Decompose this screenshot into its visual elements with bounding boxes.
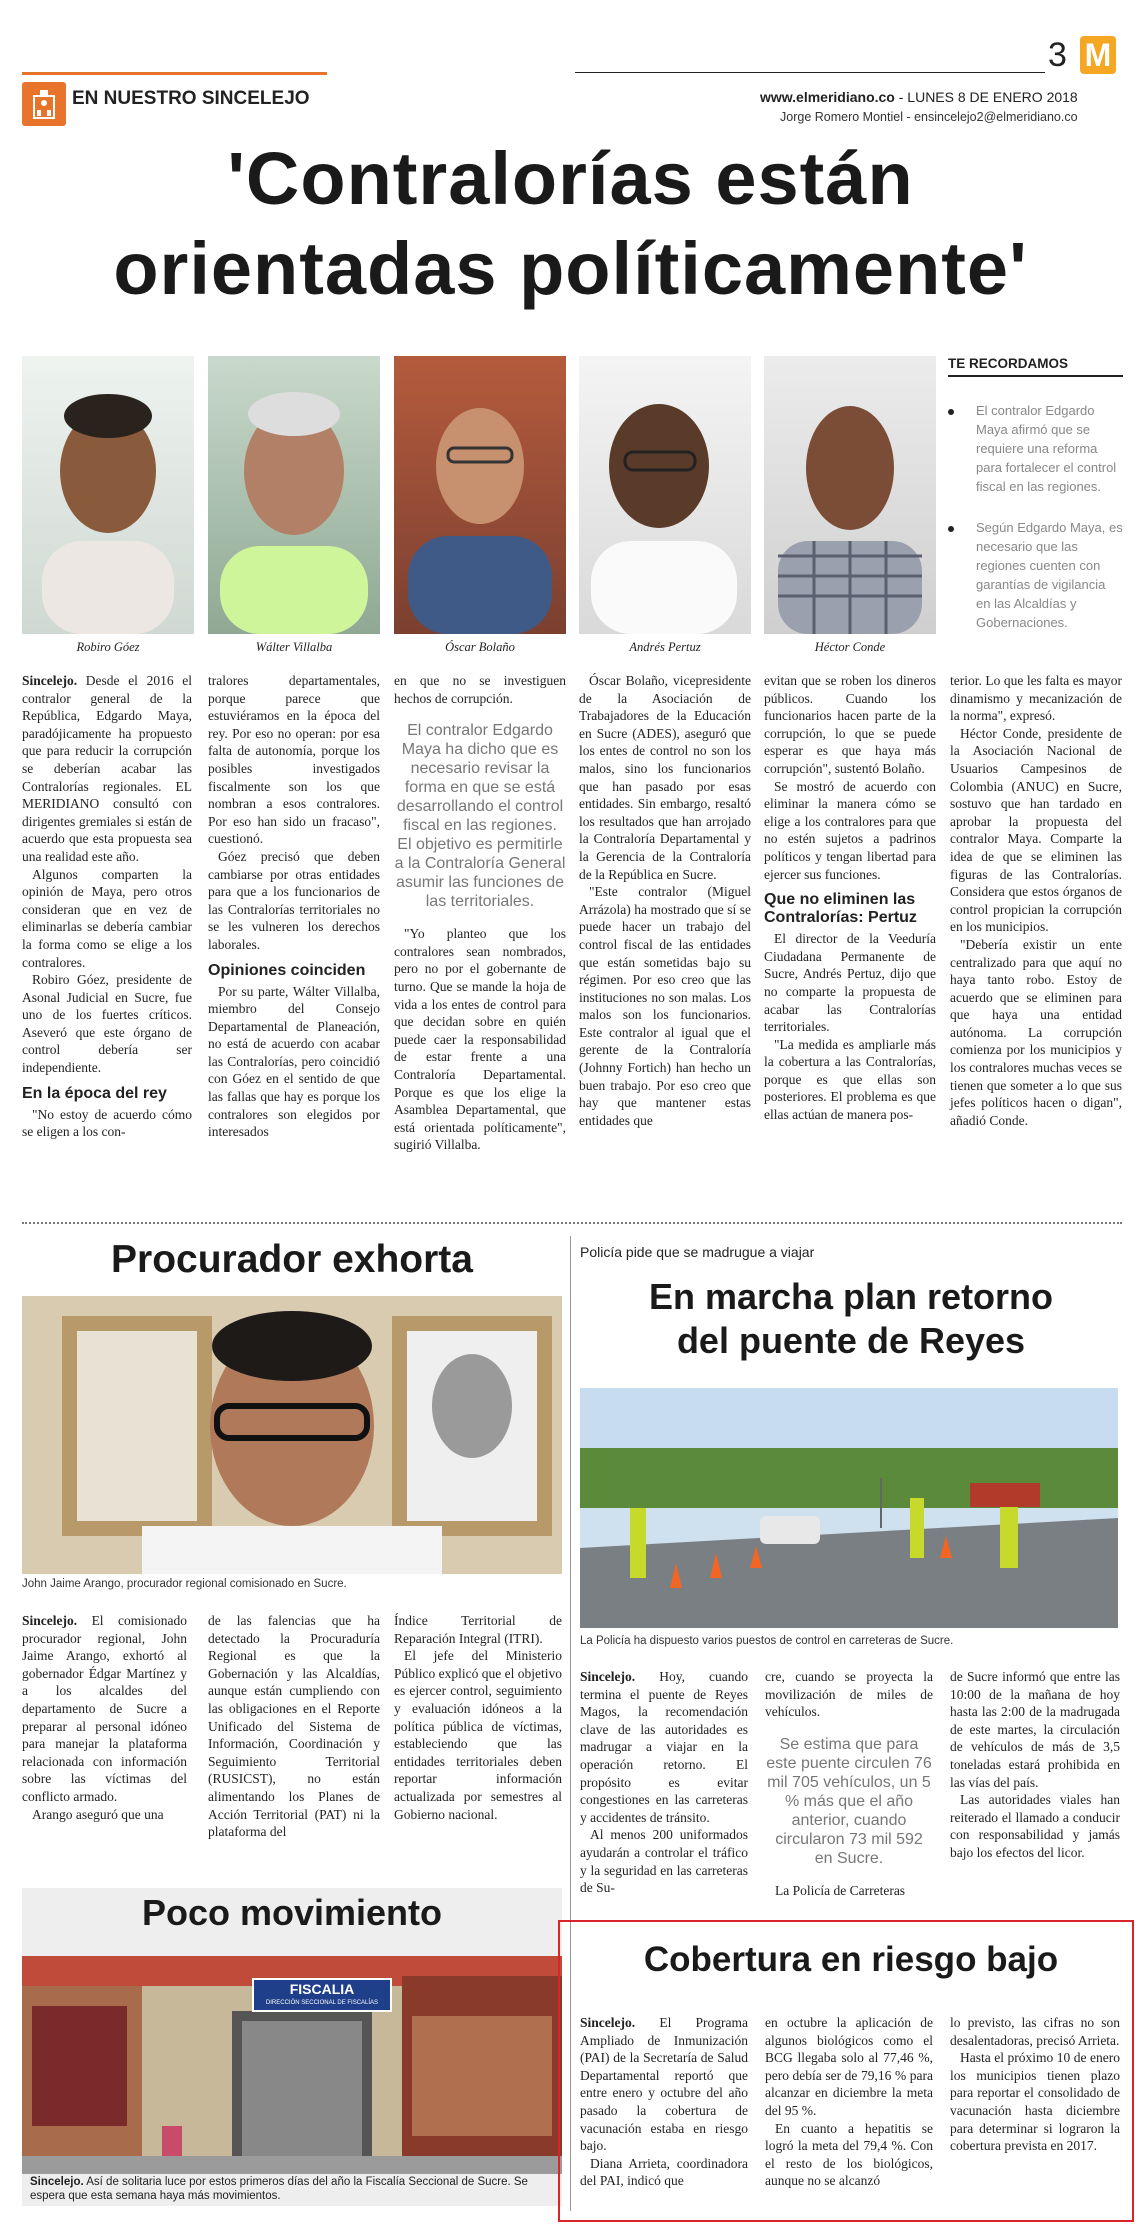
subheading: En la época del rey (22, 1084, 167, 1102)
paragraph: de Sucre informó que entre las 10:00 de la mañana de hoy hasta las 2:00 de la madrugada de este martes, la circulación de vehículos de más de 3,5 toneladas estará prohibida en las vías del país. (950, 1669, 1120, 1790)
portrait-caption: Wálter Villalba (255, 640, 333, 654)
article1-col1 (22, 672, 192, 1141)
procurador-col2 (208, 1612, 380, 1841)
paragraph: de las falencias que ha detectado la Procuraduría Regional es que la Gobernación y las Alcaldías, aunque están cumpliendo con las obligaciones en el Reporte Unificado del Sistema de Información, Coordinación y Seguimiento Territorial (RUSICST), no están alimentando los Planes de Acción Territorial (PAT) ni la plataforma del (208, 1613, 380, 1840)
paragraph: En cuanto a hepatitis se logró la meta del 79,4 %. Con el resto de los biológicos, aunque no se alcanzó (765, 2120, 933, 2189)
reyes-col2 (765, 1668, 933, 1899)
caption-text: Así de solitaria luce por estos primeros días del año la Fiscalía Seccional de Sucre. Se espera que esta semana haya más movimientos. (30, 2176, 528, 2202)
dateline: Sincelejo. (22, 1613, 78, 1628)
reyes-title-line2: del puente de Reyes (676, 1320, 1026, 1361)
pull-quote: El contralor Edgardo Maya ha dicho que es necesario revisar la forma en que se está desarrollando el control fiscal en las regiones. El objetivo es permitirle a la Contraloría General asumir las funciones de las territoriales. (394, 722, 566, 911)
portrait-hector-conde (764, 356, 936, 634)
paragraph: Diana Arrieta, coordinadora del PAI, indicó que (580, 2155, 748, 2189)
pull-quote: Se estima que para este puente circulen 76 mil 705 vehículos, un 5 % más que el año anterior, cuando circularon 73 mil 592 en Sucre. (766, 1735, 932, 1867)
sidebar-panel (948, 356, 1123, 648)
article1-col2 (208, 672, 380, 1141)
paragraph: tralores departamentales, porque parece que estuviéramos en la época del rey. Por eso no operan: por esa falta de autonomía, porque los posibles investigados fiscalmente son los que nombran a esos contralores. Por eso han sido un fracaso", cuestionó. (208, 673, 380, 847)
header-rule (575, 72, 1045, 73)
paragraph: Héctor Conde, presidente de la Asociación Nacional de Usuarios Campesinos de Colombia (ANUC) en Sucre, sostuvo que han tardado en aprobar la propuesta del contralor Maya. Comparte la idea de que se eliminen las figuras de las Contralorías. Considera que estos órganos de control propician la corrupción en los municipios. (950, 725, 1122, 935)
sidebar-item (948, 401, 1123, 496)
article1-col6 (950, 672, 1122, 1129)
paragraph: "No estoy de acuerdo cómo se eligen a los con- (22, 1106, 192, 1140)
divider (22, 1222, 1122, 1224)
site-url: www.elmeridiano.co (760, 89, 895, 105)
reyes-caption: La Policía ha dispuesto varios puestos de control en carreteras de Sucre. (580, 1635, 954, 1647)
logo: M (1080, 36, 1116, 74)
bullet-icon (948, 409, 954, 415)
procurador-caption: John Jaime Arango, procurador regional comisionado en Sucre. (22, 1578, 347, 1590)
building-icon (22, 82, 66, 126)
paragraph: cre, cuando se proyecta la movilización de miles de vehículos. (765, 1669, 933, 1720)
paragraph: Robiro Góez, presidente de Asonal Judicial en Sucre, fue uno de los fuertes críticos. Aseveró que este órgano de control debería ser independiente. (22, 972, 192, 1076)
page-number: 3 (1048, 36, 1067, 74)
reyes-col3 (950, 1668, 1120, 1862)
paragraph: terior. Lo que les falta es mayor dinamismo y mecanización de la norma", expresó. (950, 673, 1122, 724)
reyes-kicker: Policía pide que se madrugue a viajar (580, 1244, 815, 1260)
procurador-title: Procurador exhorta (111, 1238, 473, 1281)
portrait-oscar-bolano (394, 356, 566, 634)
paragraph: Hoy, cuando termina el puente de Reyes Magos, la recomendación clave de las autoridades es madrugar a viajar en la operación retorno. El propósito es evitar congestiones en las carreteras y accidentes de tránsito. (580, 1669, 749, 1825)
edition-date: - LUNES 8 DE ENERO 2018 (898, 89, 1078, 105)
fiscalia-photo (22, 1956, 562, 2174)
procurador-col1 (22, 1612, 187, 1823)
section-label: EN NUESTRO SINCELEJO (72, 88, 310, 109)
paragraph: Hasta el próximo 10 de enero los municipios tienen plazo para reportar el consolidado de vacunación hasta diciembre para determinar si lograron la cobertura prevista en 2017. (950, 2050, 1120, 2154)
paragraph: El Programa Ampliado de Inmunización (PAI) de la Secretaría de Salud Departamental reportó que entre enero y octubre del año pasado la cobertura de vacunación estaba en riesgo bajo. (580, 2015, 749, 2154)
portrait-walter-villalba (208, 356, 380, 634)
paragraph: "Este contralor (Miguel Arrázola) ha mostrado que sí se puede hacer un trabajo del control fiscal de las entidades que están sometidas bajo su régimen. Por eso creo que las instituciones no son malas. Los malos son los funcionarios. Este contralor al igual que el gerente de la Contraloría (Johnny Fortich) han hecho un buen trabajo. Por eso creo que hay que mantener estas entidades que (579, 884, 751, 1128)
paragraph: Al menos 200 uniformados ayudarán a controlar el tráfico y la seguridad en las carreteras de Su- (580, 1827, 748, 1896)
article1-col4 (579, 672, 751, 1129)
paragraph: evitan que se roben los dineros públicos. Cuando los funcionarios hacen parte de la corrupción, lo que se puede esperar es que haya más corrupción", sustentó Bolaño. (764, 673, 936, 776)
paragraph: El comisionado procurador regional, John Jaime Arango, exhortó al gobernador Édgar Martínez y a los alcaldes del departamento de Sucre a preparar al personal idóneo para manejar la plataforma relacionada con información sobre las víctimas del conflicto armado. (22, 1613, 187, 1804)
reyes-col1 (580, 1668, 748, 1897)
portrait-caption: Óscar Bolaño (445, 640, 515, 654)
section-accent-bar (22, 72, 327, 75)
masthead-line (760, 89, 1078, 105)
portrait-caption: Robiro Góez (76, 640, 140, 654)
fiscalia-sign-text: FISCALIA (289, 1981, 355, 1997)
main-title-line2: orientadas políticamente' (113, 227, 1028, 310)
paragraph: El director de la Veeduría Ciudadana Permanente de Sucre, Andrés Pertuz, dijo que no comparte la propuesta de acabar las Contralorías territoriales. (764, 931, 936, 1035)
fiscalia-sign (252, 1978, 392, 2012)
paragraph: "La medida es ampliarle más la cobertura a las Contralorías, porque es que ellas son posteriores. El problema es que ellas actúan de manera pos- (764, 1036, 936, 1123)
paragraph: en que no se investiguen hechos de corrupción. (394, 673, 566, 706)
paragraph: Góez precisó que deben cambiarse por otras entidades para que a los funcionarios de las Contralorías territoriales no se les vulneren los derechos laborales. (208, 848, 380, 952)
dateline: Sincelejo. (580, 2015, 636, 2030)
reyes-title-line1: En marcha plan retorno (648, 1276, 1054, 1317)
paragraph: El jefe del Ministerio Público explicó que el objetivo es ejercer control, seguimiento y evaluación idóneos a la política pública de víctimas, estableciendo que las entidades territoriales deben reportar información actualizada por semestres al Gobierno nacional. (394, 1648, 562, 1822)
cobertura-title: Cobertura en riesgo bajo (643, 1940, 1059, 1979)
paragraph: Las autoridades viales han reiterado el llamado a conducir con responsabilidad y jamás bajo los efectos del licor. (950, 1792, 1120, 1860)
sidebar-item (948, 518, 1123, 632)
paragraph: Arango aseguró que una (32, 1806, 164, 1822)
paragraph: Se mostró de acuerdo con eliminar la manera cómo se elige a los contralores para que no estén sujetos a padrinos políticos y tengan libertad para ejercer sus funciones. (764, 778, 936, 882)
portrait-andres-pertuz (579, 356, 751, 634)
procurador-col3 (394, 1612, 562, 1823)
sidebar-item-text: Según Edgardo Maya, es necesario que las regiones cuenten con garantías de vigilancia en las Alcaldías y Gobernaciones. (976, 520, 1123, 630)
portrait-caption: Héctor Conde (814, 640, 886, 654)
sidebar-item-text: El contralor Edgardo Maya afirmó que se requiere una reforma para fortalecer el control fiscal en las regiones. (976, 403, 1117, 494)
paragraph: Por su parte, Wálter Villalba, miembro del Consejo Departamental de Planeación, no está de acuerdo con acabar las Contralorías, pero coincidió con Góez en el sentido de que las fallas que hay es porque los contralores son elegidos por interesados (208, 983, 380, 1140)
paragraph: Óscar Bolaño, vicepresidente de la Asociación de Trabajadores de la Educación en Sucre (ADES), aseguró que los entes de control no son los malos, sino los funcionarios que han pasado por esas entidades. Sin embargo, resaltó los resultados que han arrojado la Contraloría Departamental y la Gerencia de la Contraloría de la República en Sucre. (579, 673, 751, 882)
paragraph: en octubre la aplicación de algunos biológicos como el BCG llegaba solo al 77,46 %, pero debía ser de 79,16 % para alcanzar en diciembre la meta del 95 %. (765, 2015, 933, 2118)
main-title-line1: 'Contralorías están (227, 137, 914, 220)
procurador-photo (22, 1296, 562, 1574)
fiscalia-sign-subtext: DIRECCIÓN SECCIONAL DE FISCALÍAS (265, 2000, 379, 2006)
paragraph: Desde el 2016 el contralor general de la República, Edgardo Maya, paradójicamente ha propuesto que para reducir la corrupción se deberían acabar las Contralorías regionales. EL MERIDIANO consultó con dirigentes gremiales si están de acuerdo que esta propuesta sea una realidad este año. (22, 673, 192, 864)
portrait-caption: Andrés Pertuz (629, 640, 701, 654)
bullet-icon (948, 526, 954, 532)
checkpoint-photo (580, 1388, 1118, 1628)
sidebar-title: TE RECORDAMOS (948, 356, 1123, 377)
byline: Jorge Romero Montiel - ensincelejo2@elmeridiano.co (780, 110, 1078, 124)
portrait-robiro-goez (22, 356, 194, 634)
poco-title: Poco movimiento (141, 1892, 443, 1933)
paragraph: lo previsto, las cifras no son desalentadoras, precisó Arrieta. (950, 2015, 1120, 2048)
article1-col5 (764, 672, 936, 1124)
paragraph: "Yo planteo que los contralores sean nombrados, pero no por el gobernante de turno. Que se mande la hoja de vida a los entes de control para que decidan sobre en quién puede caer la responsabilidad de estar frente a una Contraloría Departamental. Porque es que los elige la Asamblea Departamental, que está orientada políticamente", sugirió Villalba. (394, 926, 566, 1153)
subheading: Opiniones coinciden (208, 961, 366, 979)
paragraph: La Policía de Carreteras (775, 1882, 906, 1898)
article1-col3 (394, 672, 566, 1154)
subheading: Que no eliminen las Contralorías: Pertuz (764, 891, 917, 927)
dateline: Sincelejo. (22, 673, 78, 688)
paragraph: Índice Territorial de Reparación Integral (ITRI). (394, 1613, 562, 1646)
cobertura-col1 (580, 2014, 748, 2190)
paragraph: "Debería existir un ente centralizado para que aquí no haya tanto robo. Estoy de acuerdo que se eliminen para que haya una entidad autónoma. La corrupción comienza por los municipios y los contralores muchas veces se tienen que someter a lo que sus jefes políticos hacen o digan", añadió Conde. (950, 936, 1122, 1128)
cobertura-col2 (765, 2014, 933, 2190)
paragraph: Algunos comparten la opinión de Maya, pero otros consideran que en vez de eliminarlas se debería cambiar la forma como se elige a los contralores. (22, 866, 192, 970)
dateline: Sincelejo. (580, 1669, 636, 1684)
poco-caption (30, 2175, 555, 2203)
dateline: Sincelejo. (30, 2176, 84, 2188)
cobertura-col3 (950, 2014, 1120, 2155)
